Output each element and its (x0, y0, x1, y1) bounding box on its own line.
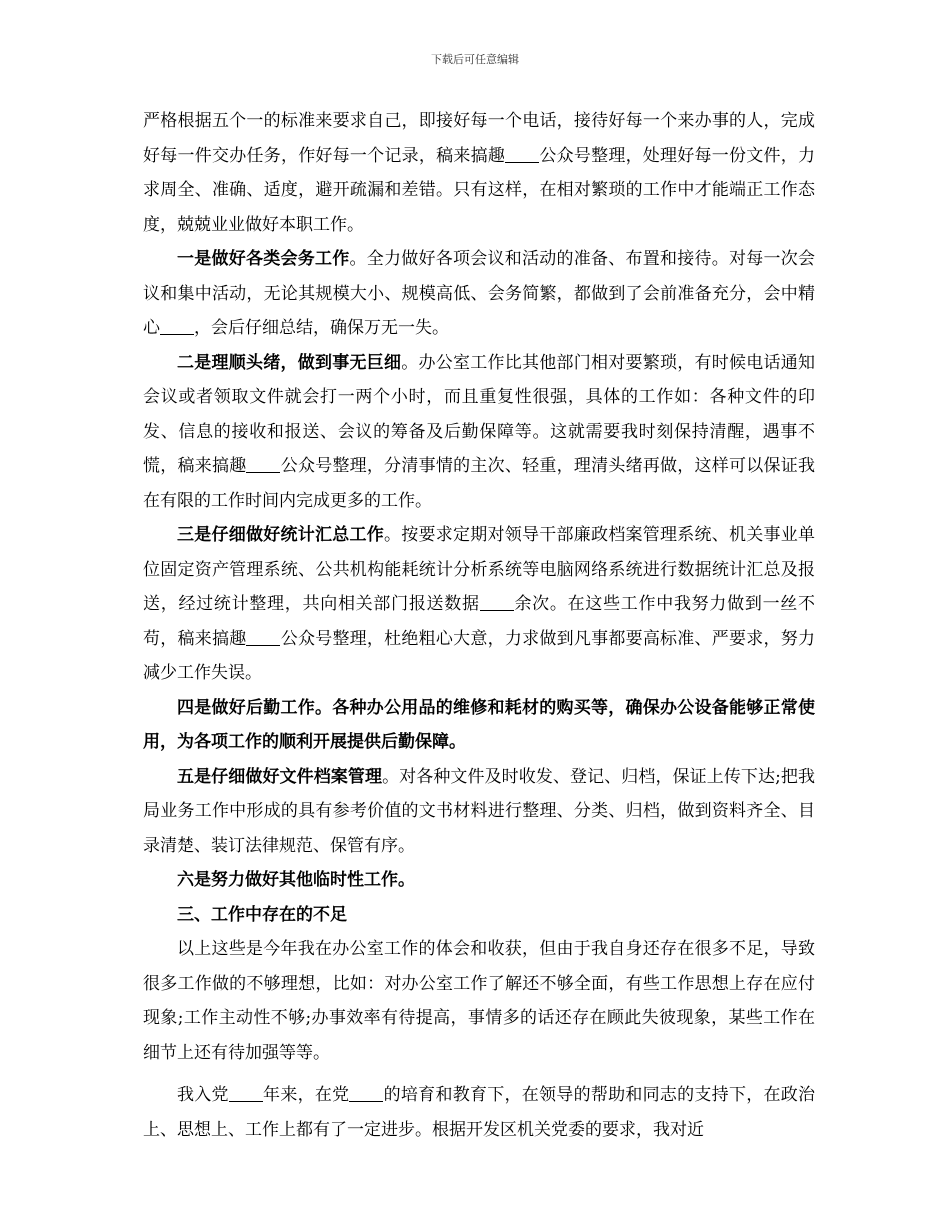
blank-underline (160, 317, 194, 335)
paragraph-five-standards: 严格根据五个一的标准来要求自己，即接好每一个电话，接待好每一个来办事的人，完成好每一件交办任务，作好每一个记录，稿来搞趣 公众号整理，处理好每一份文件，力求周全、准确、适度，避开疏漏和差错。只有这样，在相对繁琐的工作中才能端正工作态度，兢兢业业做好本职工作。 (143, 111, 816, 235)
inline-heading: 三是仔细做好统计汇总工作 (177, 525, 384, 545)
inline-heading: 一是做好各类会务工作 (177, 249, 350, 269)
blank-underline (480, 593, 514, 611)
document-body (143, 104, 815, 1147)
paragraph-temporary-work: 六是努力做好其他临时性工作。 (177, 870, 415, 890)
blank-underline (246, 455, 280, 473)
paragraph-archives: 五是仔细做好文件档案管理。对各种文件及时收发、登记、归档，保证上传下达;把我局业务工作中形成的具有参考价值的文书材料进行整理、分类、归档，做到资料齐全、目录清楚、装订法律规范、保管有序。 (143, 766, 815, 856)
inline-heading: 二是理顺头绪，做到事无巨细 (177, 352, 402, 373)
blank-underline (246, 628, 280, 646)
blank-underline (505, 145, 539, 163)
paragraph-logistics: 四是做好后勤工作。各种办公用品的维修和耗材的购买等，确保办公设备能够正常使用，为各项工作的顺利开展提供后勤保障。 (143, 697, 815, 752)
paragraph-party-intro: 我入党 年来，在党 的培育和教育下，在领导的帮助和同志的支持下，在政治上、思想上、工作上都有了一定进步。根据开发区机关党委的要求，我对近 (143, 1085, 816, 1140)
blank-underline (229, 1084, 263, 1102)
section-heading-shortcomings: 三、工作中存在的不足 (177, 904, 347, 925)
inline-heading: 五是仔细做好文件档案管理 (177, 766, 383, 787)
paragraph-shortcomings: 以上这些是今年我在办公室工作的体会和收获，但由于我自身还存在很多不足，导致很多工作做的不够理想，比如：对办公室工作了解还不够全面，有些工作思想上存在应付现象;工作主动性不够;办事效率有待提高，事情多的话还存在顾此失彼现象，某些工作在细节上还有待加强等等。 (143, 939, 815, 1063)
paragraph-meeting-work: 一是做好各类会务工作。全力做好各项会议和活动的准备、布置和接待。对每一次会议和集中活动，无论其规模大小、规模高低、会务简繁，都做到了会前准备充分，会中精心 ，会后仔细总结，确保万无一失。 (143, 249, 815, 338)
paragraph-statistics: 三是仔细做好统计汇总工作。按要求定期对领导干部廉政档案管理系统、机关事业单位固定资产管理系统、公共机构能耗统计分析系统等电脑网络系统进行数据统计汇总及报送，经过统计整理，共向相关部门报送数据 余次。在这些工作中我努力做到一丝不苟，稿来搞趣 公众号整理，杜绝粗心大意，力求做到凡事都要高标准、严要求，努力减少工作失误。 (143, 525, 816, 683)
blank-underline (349, 1084, 383, 1102)
page-header: 下载后可任意编辑 (431, 53, 519, 66)
paragraph-sort-out: 二是理顺头绪，做到事无巨细。办公室工作比其他部门相对要繁琐，有时候电话通知会议或者领取文件就会打一两个小时，而且重复性很强，具体的工作如：各种文件的印发、信息的接收和报送、会议的筹备及后勤保障等。这就需要我时刻保持清醒，遇事不慌，稿来搞趣 公众号整理，分清事情的主次、轻重，理清头绪再做，这样可以保证我在有限的工作时间内完成更多的工作。 (143, 352, 816, 511)
